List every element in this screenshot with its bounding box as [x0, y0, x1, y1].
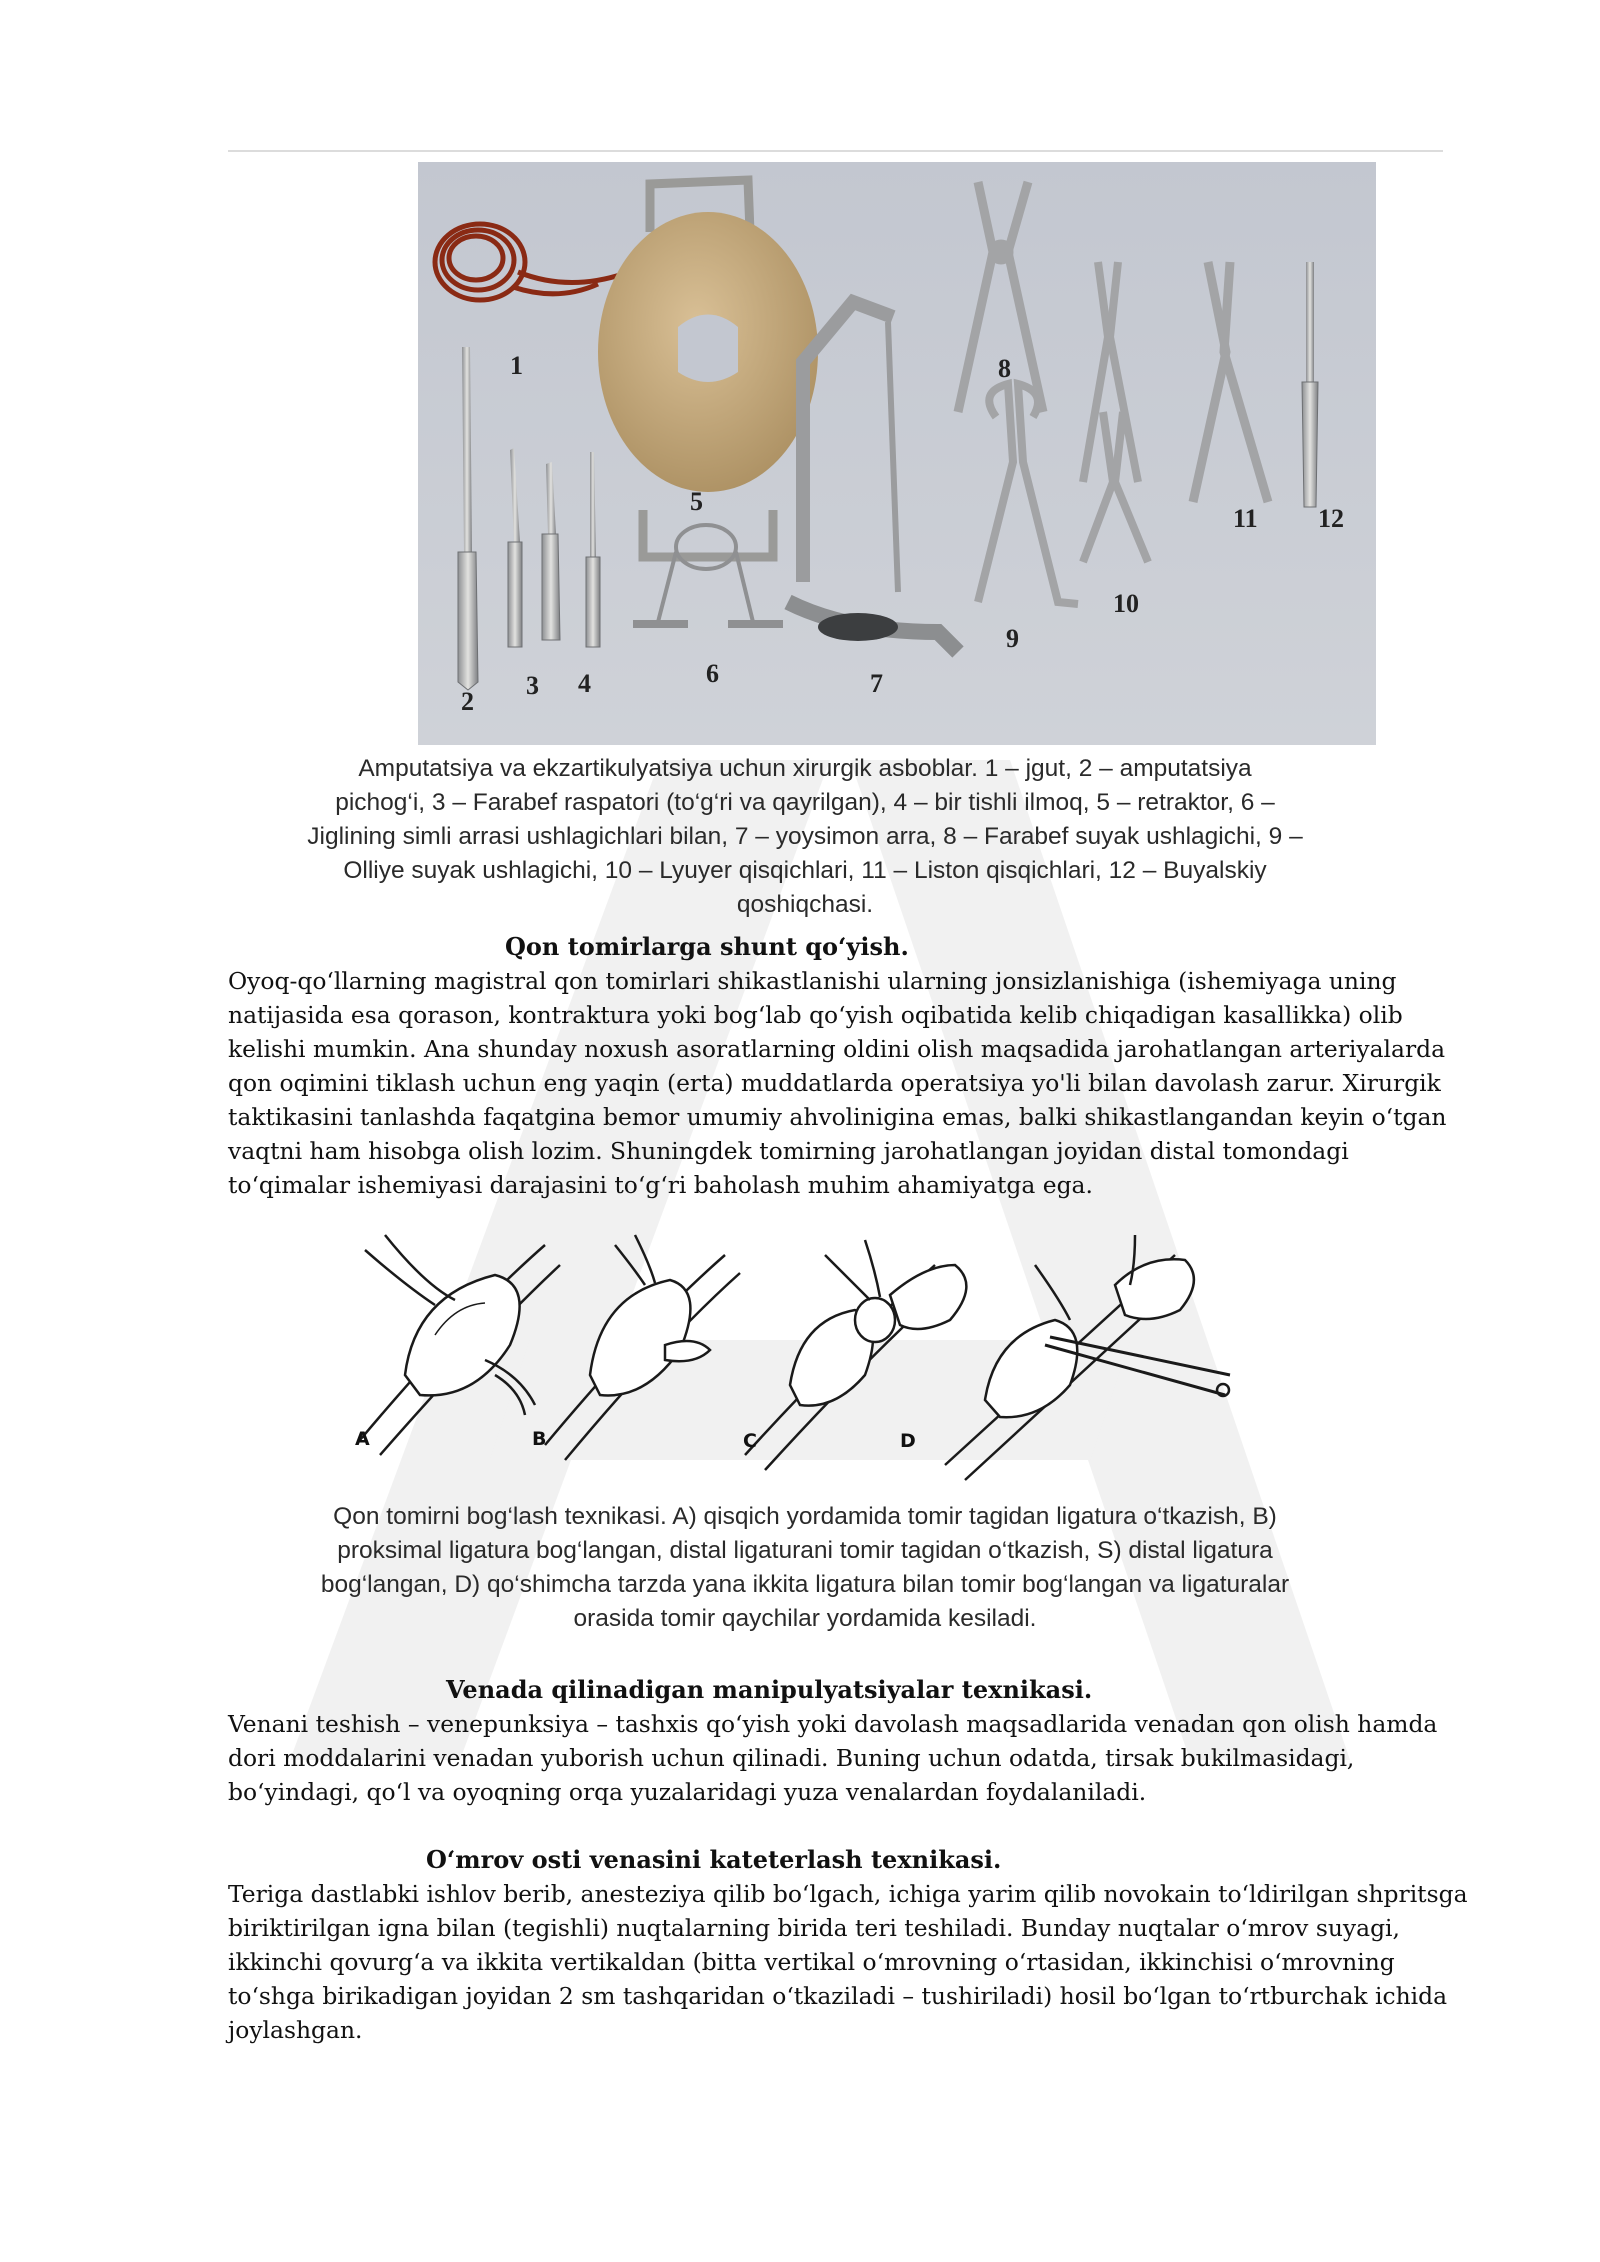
- caption-line: pichog‘i, 3 – Farabef raspatori (to‘g‘ri va qayrilgan), 4 – bir tishli ilmoq, 5 – retraktor, 6 –: [335, 789, 1275, 816]
- instrument-number-2: 2: [461, 687, 474, 716]
- panel-label-b: B: [532, 1428, 547, 1450]
- paragraph-line: kelishi mumkin. Ana shunday noxush asoratlarning oldini olish maqsadida jarohatlangan arteriyalarda: [228, 1035, 1446, 1063]
- caption-line: Qon tomirni bog‘lash texnikasi. A) qisqich yordamida tomir tagidan ligatura o‘tkazish, B): [333, 1503, 1277, 1530]
- paragraph-shunt: [228, 964, 1483, 1202]
- instrument-number-6: 6: [706, 659, 719, 688]
- panel-label-c: C: [743, 1430, 757, 1452]
- caption-line: Olliye suyak ushlagichi, 10 – Lyuyer qisqichlari, 11 – Liston qisqichlari, 12 – Buyalskiy: [343, 857, 1267, 884]
- paragraph-line: to‘shga birikadigan joyidan 2 sm tashqaridan o‘tkaziladi – tushiriladi) hosil bo‘lgan to‘rtburchak ichida: [228, 1982, 1448, 2010]
- instrument-number-8: 8: [998, 354, 1011, 383]
- section-heading-shunt: Qon tomirlarga shunt qo‘yish.: [505, 932, 909, 961]
- instrument-number-12: 12: [1318, 504, 1344, 533]
- paragraph-line: bo‘yindagi, qo‘l va oyoqning orqa yuzalaridagi yuza venalardan foydalaniladi.: [228, 1778, 1147, 1806]
- paragraph-line: qon oqimini tiklash uchun eng yaqin (erta) muddatlarda operatsiya yo'li bilan davolash zarur. Xirurgik: [228, 1069, 1441, 1097]
- panel-b-drawing: [545, 1235, 740, 1460]
- instrument-number-4: 4: [578, 669, 591, 698]
- caption-line: qoshiqchasi.: [736, 891, 874, 918]
- paragraph-line: Teriga dastlabki ishlov berib, anesteziya qilib bo‘lgach, ichiga yarim qilib novokain to‘ldirilgan shpritsga: [228, 1880, 1468, 1908]
- paragraph-line: joylashgan.: [228, 2016, 363, 2044]
- panel-d-drawing: [945, 1235, 1230, 1480]
- instrument-number-11: 11: [1233, 504, 1258, 533]
- caption-line: orasida tomir qaychilar yordamida kesiladi.: [573, 1605, 1037, 1632]
- paragraph-line: Oyoq-qo‘llarning magistral qon tomirlari shikastlanishi ularning jonsizlanishiga (ishemiyaga uning: [228, 967, 1397, 995]
- vessel-ligation-illustration: [345, 1225, 1245, 1487]
- instrument-number-7: 7: [870, 669, 883, 698]
- caption-line: Jiglining simli arrasi ushlagichlari bilan, 7 – yoysimon arra, 8 – Farabef suyak ushlagichi, 9 –: [307, 823, 1303, 850]
- paragraph-line: taktikasini tanlashda faqatgina bemor umumiy ahvolinigina emas, balki shikastlangandan keyin o‘tgan: [228, 1103, 1447, 1131]
- panel-label-d: D: [900, 1430, 916, 1452]
- paragraph-line: biriktirilgan igna bilan (tegishli) nuqtalarning birida teri teshiladi. Bunday nuqtalar o‘mrov suyagi,: [228, 1914, 1400, 1942]
- panel-c-drawing: [745, 1240, 966, 1470]
- paragraph-line: dori moddalarini venadan yuborish uchun qilinadi. Buning uchun odatda, tirsak bukilmasidagi,: [228, 1744, 1355, 1772]
- paragraph-vein-manipulation: [228, 1707, 1483, 1809]
- paragraph-line: Venani teshish – venepunksiya – tashxis qo‘yish yoki davolash maqsadlarida venadan qon olish hamda: [228, 1710, 1438, 1738]
- figure2-caption: [230, 1500, 1380, 1636]
- instrument-number-3: 3: [526, 671, 539, 700]
- instrument-number-10: 10: [1113, 589, 1139, 618]
- paragraph-subclavian-catheter: [228, 1877, 1483, 2047]
- section-heading-vein-manipulation: Venada qilinadigan manipulyatsiyalar texnikasi.: [446, 1675, 1093, 1704]
- panel-label-a: A: [355, 1428, 370, 1450]
- figure1-caption: [230, 752, 1380, 922]
- caption-line: Amputatsiya va ekzartikulyatsiya uchun xirurgik asboblar. 1 – jgut, 2 – amputatsiya: [358, 755, 1252, 782]
- instrument-number-9: 9: [1006, 624, 1019, 653]
- caption-line: bog‘langan, D) qo‘shimcha tarzda yana ikkita ligatura bilan tomir bog‘langan va ligaturalar: [320, 1571, 1290, 1598]
- paragraph-line: to‘qimalar ishemiyasi darajasini to‘g‘ri baholash muhim ahamiyatga ega.: [228, 1171, 1093, 1199]
- instrument-number-1: 1: [510, 351, 523, 380]
- section-heading-subclavian-catheter: O‘mrov osti venasini kateterlash texnikasi.: [426, 1845, 1002, 1874]
- paragraph-line: ikkinchi qovurg‘a va ikkita vertikaldan (bitta vertikal o‘mrovning o‘rtasidan, ikkinchisi o‘mrovning: [228, 1948, 1395, 1976]
- paragraph-line: vaqtni ham hisobga olish lozim. Shuningdek tomirning jarohatlangan joyidan distal tomondagi: [228, 1137, 1349, 1165]
- header-rule: [228, 150, 1443, 152]
- caption-line: proksimal ligatura bog‘langan, distal ligaturani tomir tagidan o‘tkazish, S) distal ligatura: [337, 1537, 1273, 1564]
- surgical-instruments-photo: [418, 162, 1376, 745]
- instrument-number-5: 5: [690, 487, 703, 516]
- paragraph-line: natijasida esa qorason, kontraktura yoki bog‘lab qo‘yish oqibatida kelib chiqadigan kasallikka) olib: [228, 1001, 1403, 1029]
- panel-a-drawing: [360, 1235, 560, 1455]
